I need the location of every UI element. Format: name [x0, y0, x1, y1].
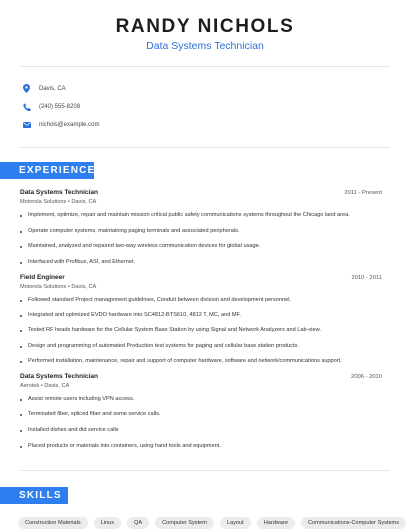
- contact-phone: [22, 102, 80, 111]
- phone-icon: [22, 102, 31, 111]
- skills-list: [18, 517, 406, 529]
- skill-chip: Layout: [220, 517, 251, 529]
- skill-chip: Hardware: [257, 517, 295, 529]
- job-title: Data Systems Technician: [20, 373, 98, 380]
- email-icon: [22, 120, 31, 129]
- job-dates: 2011 - Present: [344, 190, 382, 196]
- skill-chip: Construction Materials: [18, 517, 88, 529]
- resume-title: Data Systems Technician: [146, 40, 264, 52]
- email-text: nichols@example.com: [39, 121, 100, 128]
- job-company: Motorola Solutions • Davis, CA: [20, 284, 97, 290]
- job-dates: 2010 - 2011: [351, 275, 382, 281]
- job-title: Data Systems Technician: [20, 189, 98, 196]
- contact-email: [22, 120, 99, 129]
- location-text: Davis, CA: [39, 85, 66, 92]
- header-divider: [20, 66, 390, 67]
- location-pin-icon: [22, 84, 31, 93]
- contact-location: [22, 84, 66, 93]
- resume-name: RANDY NICHOLS: [115, 16, 295, 37]
- phone-text: (240) 555-8208: [39, 103, 81, 110]
- job-title: Field Engineer: [20, 274, 65, 281]
- experience-divider: [20, 470, 390, 471]
- job-company: Motorola Solutions • Davis, CA: [20, 199, 97, 205]
- skills-heading: SKILLS: [0, 487, 68, 504]
- skill-chip: Computer System: [155, 517, 214, 529]
- skill-chip: QA: [127, 517, 149, 529]
- skill-chip: Linux: [94, 517, 121, 529]
- skill-chip: Communications-Computer Systems: [301, 517, 406, 529]
- job-dates: 2006 - 2010: [351, 374, 382, 380]
- job-company: Aerotek • Davis, CA: [20, 383, 70, 389]
- experience-heading: EXPERIENCE: [0, 162, 94, 179]
- contact-divider: [20, 147, 390, 148]
